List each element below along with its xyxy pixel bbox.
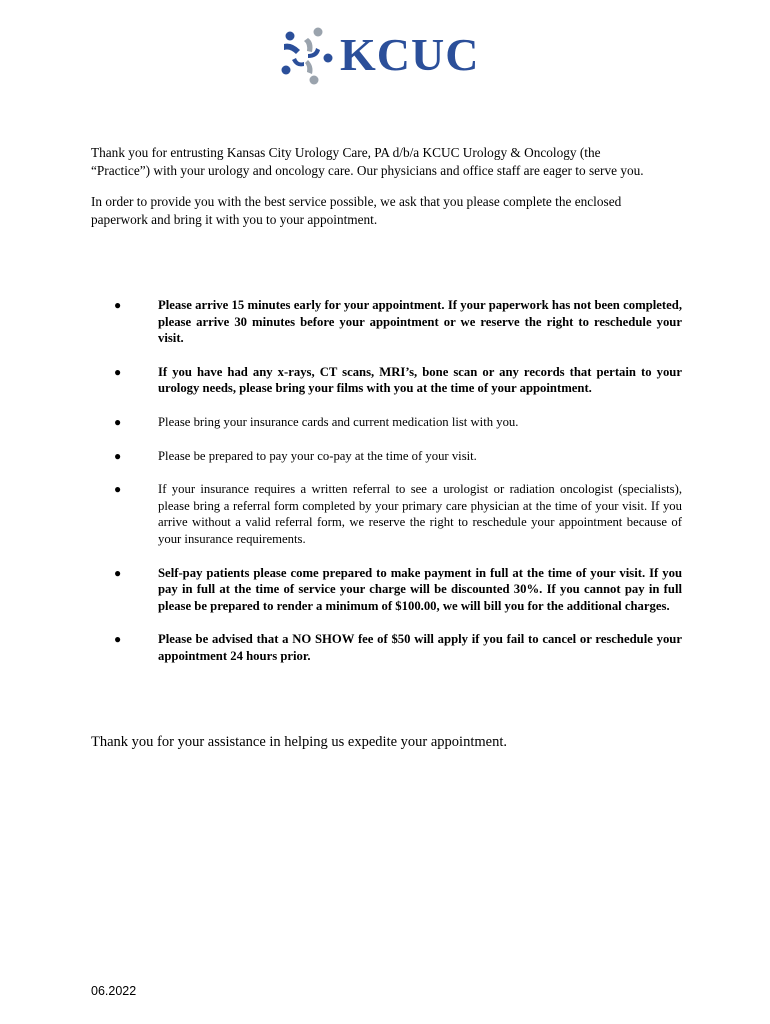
intro-section bbox=[91, 144, 651, 242]
bullet-icon: ● bbox=[114, 364, 122, 379]
list-item-text: Please be prepared to pay your co-pay at the time of your visit. bbox=[158, 448, 477, 463]
list-item-text: If you have had any x-rays, CT scans, MRI’s, bone scan or any records that pertain to your urology needs, please bring your films with you at the time of your appointment. bbox=[158, 364, 682, 396]
list-item bbox=[110, 565, 682, 615]
list-item-text: Please be advised that a NO SHOW fee of $50 will apply if you fail to cancel or reschedule your appointment 24 hours prior. bbox=[158, 632, 682, 663]
intro-paragraph: In order to provide you with the best service possible, we ask that you please complete the enclosed paperwork and bring it with you to your appointment. bbox=[91, 194, 622, 227]
list-item bbox=[110, 481, 682, 547]
list-item bbox=[110, 448, 682, 465]
list-item-text: Self-pay patients please come prepared to make payment in full at the time of your visit. If you pay in full at the time of service your charge will be discounted 30%. If you cannot pay in full please be prepared to render a minimum of $100.00, we will bill you for the additional charges. bbox=[158, 565, 682, 613]
list-item bbox=[110, 297, 682, 347]
bullet-icon: ● bbox=[114, 482, 122, 497]
logo-wordmark: KCUC bbox=[340, 29, 480, 80]
list-item bbox=[110, 364, 682, 397]
intro-paragraph: Thank you for entrusting Kansas City Urology Care, PA d/b/a KCUC Urology & Oncology (the “Practice”) with your urology and oncology care. Our physicians and office staff are eager to serve you. bbox=[91, 145, 644, 178]
list-item bbox=[110, 414, 682, 431]
bullet-icon: ● bbox=[114, 298, 122, 312]
kcuc-logo bbox=[278, 22, 498, 88]
kcuc-emblem-icon bbox=[278, 24, 336, 86]
bullet-icon: ● bbox=[114, 565, 122, 580]
bullet-icon: ● bbox=[114, 448, 122, 463]
list-item-text: If your insurance requires a written referral to see a urologist or radiation oncologist (specialists), please bring a referral form completed by your primary care physician at the time of your visit. If you arrive without a valid referral form, we reserve the right to reschedule your appointment because of your insurance requirements. bbox=[158, 482, 682, 546]
list-item bbox=[110, 631, 682, 664]
bullet-icon: ● bbox=[114, 414, 122, 429]
bullet-icon: ● bbox=[114, 632, 122, 647]
list-item-text: Please arrive 15 minutes early for your appointment. If your paperwork has not been completed, please arrive 30 minutes before your appointment or we reserve the right to reschedule your visit. bbox=[158, 298, 682, 346]
closing-statement: Thank you for your assistance in helping us expedite your appointment. bbox=[91, 734, 507, 750]
instructions-list bbox=[110, 297, 682, 682]
revision-date: 06.2022 bbox=[91, 984, 137, 998]
list-item-text: Please bring your insurance cards and current medication list with you. bbox=[158, 414, 519, 429]
